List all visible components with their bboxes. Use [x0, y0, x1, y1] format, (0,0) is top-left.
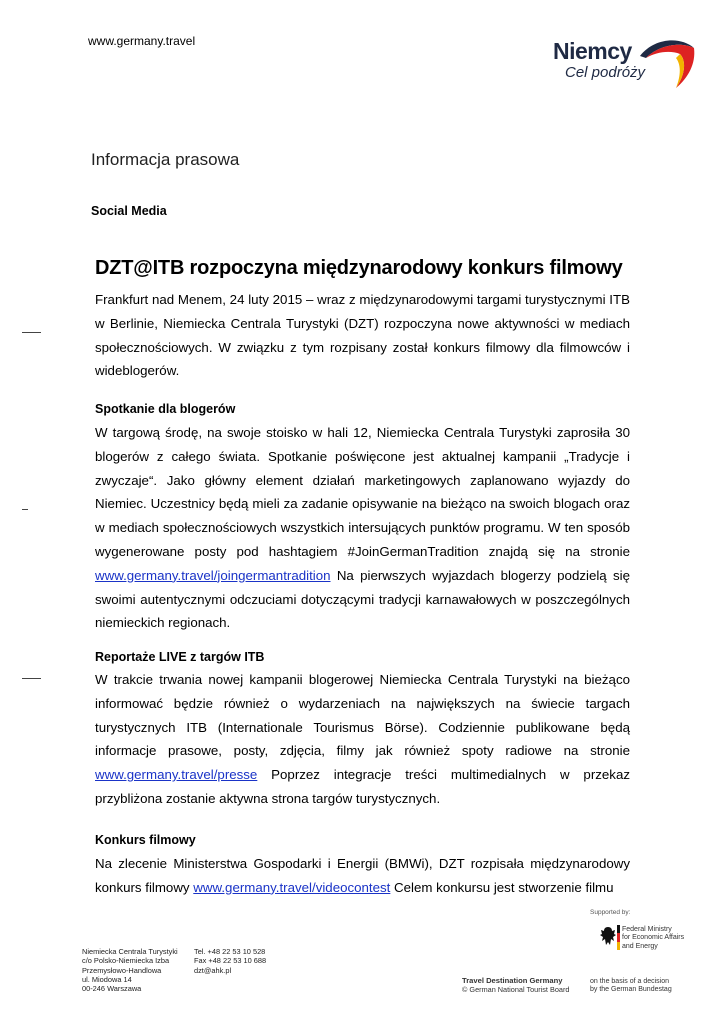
videocontest-link[interactable]: www.germany.travel/videocontest — [193, 879, 391, 895]
joingermantradition-link[interactable]: www.germany.travel/joingermantradition — [95, 567, 331, 583]
paragraph-text: Na zlecenie Ministerstwa Gospodarki i Energii (BMWi), DZT rozpisała międzynarodowy konkurs filmowy — [95, 856, 630, 895]
ministry-line: Federal Ministry — [622, 926, 672, 933]
address-line: Przemysłowo-Handlowa — [82, 965, 162, 975]
section-heading: Reportaże LIVE z targów ITB — [95, 650, 265, 664]
german-flag-bar — [617, 925, 620, 950]
paragraph-text: Poprzez integracje treści multimedialnych w przekaz przybliżona zostanie aktywna strona targów turystycznych. — [95, 767, 630, 806]
category-label: Social Media — [91, 204, 167, 218]
paragraph-text: W trakcie trwania nowej kampanii blogerowej Niemiecka Centrala Turystyki na bieżąco informować będzie również o wydarzeniach na największych na świecie targach turystycznych ITB (Internationale Tourismus Börse). Codziennie publikowane będą informacje prasowe, posty, zdjęcia, filmy jak również spoty radiowe na stronie — [95, 672, 630, 759]
tdg-copyright: © German National Tourist Board — [462, 985, 570, 994]
address-line: ul. Miodowa 14 — [82, 974, 132, 984]
margin-mark — [22, 678, 41, 679]
headline: DZT@ITB rozpoczyna międzynarodowy konkurs filmowy — [95, 257, 623, 279]
intro-paragraph — [95, 288, 630, 383]
basis-line: on the basis of a decision — [590, 978, 669, 985]
paragraph-text: W targową środę, na swoje stoisko w hali 12, Niemiecka Centrala Turystyki zaprosiła 30 blogerów z całego świata. Spotkanie poświęcone jest aktualnej kampanii „Tradycje i zwyczaje“. Jako główny element działań marketingowych zaplanowano wyjazdy do Niemiec. Uczestnicy będą mieli za zadanie opisywanie na bieżąco na swoich blogach oraz w mediach społecznościowych wszystkich intersujących punktów programu. W ten sposób wygenerowane posty pod hashtagiem #JoinGermanTradition znajdą się na stronie — [95, 425, 630, 559]
paragraph-text: Na pierwszych wyjazdach blogerzy podzielą się swoimi autentycznymi odczuciami dotyczącymi tradycji karnawałowych w poszczególnych niemieckich regionach. — [95, 567, 630, 631]
basis-line: by the German Bundestag — [590, 986, 672, 994]
ministry-line: and Energy — [622, 942, 658, 950]
intro-text: Frankfurt nad Menem, 24 luty 2015 – wraz z międzynarodowymi targami turystycznymi ITB w Berlinie, Niemiecka Centrala Turystyki (DZT) rozpoczyna nowe aktywności w mediach społecznościowych. W związku z tym rozpisany został konkurs filmowy dla filmowców i wideblogerów. — [95, 292, 630, 379]
logo-swoosh-icon — [636, 34, 698, 92]
margin-mark — [22, 509, 28, 510]
section-heading: Konkurs filmowy — [95, 833, 196, 847]
bundestag-basis — [590, 978, 672, 995]
address-line: c/o Polsko-Niemiecka Izba — [82, 956, 170, 966]
federal-eagle-icon — [599, 925, 617, 947]
footer-address — [82, 947, 178, 993]
header-url: www.germany.travel — [88, 34, 196, 48]
paragraph-text: Celem konkursu jest stworzenie filmu — [390, 879, 614, 895]
logo-title: Niemcy — [553, 38, 632, 64]
presse-link[interactable]: www.germany.travel/presse — [95, 767, 258, 783]
logo-subtitle: Cel podróży — [565, 64, 646, 81]
phone: Tel. +48 22 53 10 528 — [194, 947, 266, 956]
fax: Fax +48 22 53 10 688 — [194, 956, 267, 966]
email: dzt@ahk.pl — [194, 965, 232, 975]
section-heading: Spotkanie dla blogerów — [95, 402, 236, 416]
section-paragraph — [95, 668, 630, 811]
tdg-title: Travel Destination Germany — [462, 976, 563, 985]
section-title: Informacja prasowa — [91, 150, 240, 169]
ministry-name — [622, 926, 684, 951]
margin-mark — [22, 332, 41, 333]
address-line: 00-246 Warszawa — [82, 984, 142, 994]
supported-by-label: Supported by: — [590, 909, 631, 916]
ministry-line: for Economic Affairs — [622, 934, 685, 942]
section-paragraph — [95, 852, 630, 900]
address-line: Niemiecka Centrala Turystyki — [82, 947, 178, 956]
footer-contact — [194, 947, 266, 975]
section-paragraph — [95, 421, 630, 635]
